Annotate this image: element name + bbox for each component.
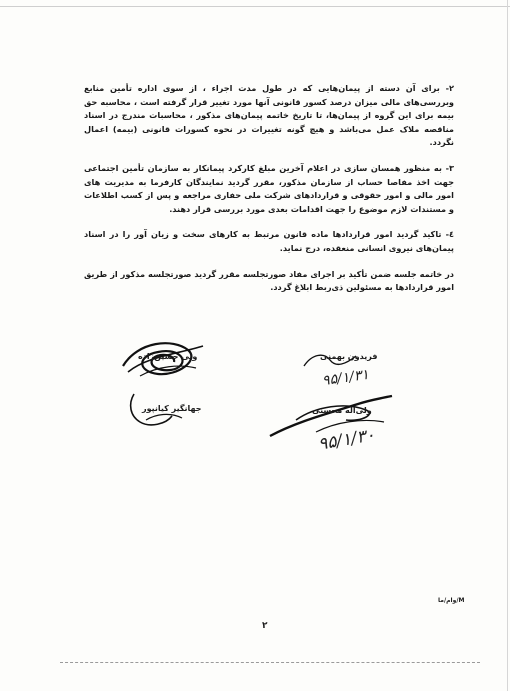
paragraph-item-2: ۲- برای آن دسته از پیمان‌هایی که در طول مدت اجراء ، از سوی اداره تأمین منابع وبررسی‌های مالی میزان درصد کسور قانونی آنها مورد تغییر قرار گرفته است ، محاسبه حق بیمه برای این گروه از پیمان‌ها، تا تاریخ خاتمه پیمان‌های مذکور ، محاسبات مندرج در اسناد مناقصه ملاک عمل می‌باشد و هیچ گونه تغییرات در نحوه کسورات قانونی (بیمه) اعمال نگردد. xyxy=(84,83,454,148)
paragraph-closing: در خاتمه جلسه ضمن تأکید بر اجرای مفاد صورتجلسه مقرر گردید صورتجلسه مذکور از طریق امور قراردادها به مسئولین ذی‌ربط ابلاغ گردد. xyxy=(84,268,454,293)
handwritten-date-top: ۹۵/۱/۳۱ xyxy=(321,366,370,390)
signatory-name-bottom-right: ولی‌اله محسنی xyxy=(312,406,372,415)
scan-edge-right xyxy=(507,0,508,691)
scan-edge-top xyxy=(0,6,510,7)
paragraph-item-4: ٤- تاکید گردید امور قراردادها ماده قانون مرتبط به کارهای سخت و زیان آور را در اسناد پیمان‌های نیروی انسانی منعقده، درج نماید. xyxy=(84,229,454,253)
signatory-name-bottom-left: جهانگیر کیانپور xyxy=(142,404,202,413)
signatory-name-top-left: ولی حسین‌زاده xyxy=(138,352,198,361)
footer-code: وام/ما/M xyxy=(438,597,465,604)
footer-dashed-line xyxy=(60,662,480,663)
signature-scribble-top-left xyxy=(118,336,208,386)
handwritten-date-bottom: ۹۵/۱/۳۰ xyxy=(316,425,377,455)
body-text xyxy=(84,82,454,305)
signatory-name-top-right: فریدون بهمنی xyxy=(320,352,378,361)
page-number: ۲ xyxy=(262,621,268,631)
paragraph-item-3: ۳- به منظور همسان سازی در اعلام آخرین مبلغ کارکرد پیمانکار به سازمان تأمین اجتماعی جهت اخذ مفاصا حساب از سازمان مذکور، مقرر گردید نمایندگان کارفرما به مدیریت های امور مالی و امور حقوقی و قراردادهای شرکت ملی حفاری مراجعه و پس از کسب اطلاعات و مستندات لازم موضوع را جهت اقدامات بعدی مورد بررسی قرار دهند. xyxy=(84,162,454,214)
